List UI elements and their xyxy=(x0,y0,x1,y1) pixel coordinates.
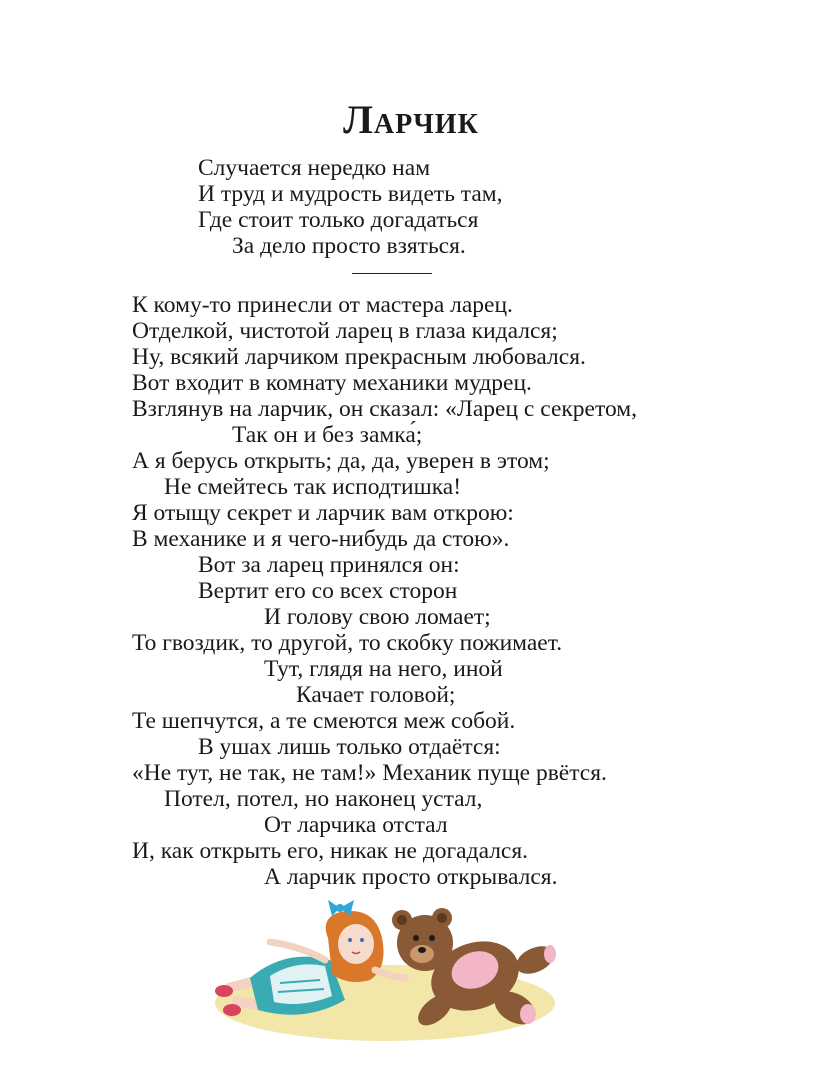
poem-line: От ларчика отстал xyxy=(264,812,448,838)
doll-and-teddy-bear-illustration xyxy=(210,898,560,1048)
poem-line: И, как открыть его, никак не догадался. xyxy=(132,838,529,864)
epigraph-line: Случается нередко нам xyxy=(198,155,431,181)
poem-line: А ларчик просто открывался. xyxy=(264,864,558,890)
poem-line: Вертит его со всех сторон xyxy=(198,578,458,604)
poem-line: Отделкой, чистотой ларец в глаза кидался; xyxy=(132,318,558,344)
poem-line: Ну, всякий ларчиком прекрасным любовался. xyxy=(132,344,586,370)
poem-line: Те шепчутся, а те смеются меж собой. xyxy=(132,708,516,734)
poem-line: А я берусь открыть; да, да, уверен в этом; xyxy=(132,448,550,474)
poem-line: Потел, потел, но наконец устал, xyxy=(164,786,483,812)
poem-line: Я отыщу секрет и ларчик вам открою: xyxy=(132,500,514,526)
poem-line: Так он и без замка́; xyxy=(232,422,423,448)
poem-line: И голову свою ломает; xyxy=(264,604,491,630)
poem-line: Не смейтесь так исподтишка! xyxy=(164,474,462,500)
epigraph-line: И труд и мудрость видеть там, xyxy=(198,181,503,207)
poem-line: «Не тут, не так, не там!» Механик пуще рвётся. xyxy=(132,760,607,786)
poem-title: Ларчик xyxy=(343,97,479,142)
poem-line: В механике и я чего-нибудь да стою». xyxy=(132,526,510,552)
epigraph-line: Где стоит только догадаться xyxy=(198,207,479,233)
poem-line: То гвоздик, то другой, то скобку пожимает. xyxy=(132,630,563,656)
poem-line: В ушах лишь только отдаётся: xyxy=(198,734,501,760)
epigraph-line: За дело просто взяться. xyxy=(232,233,466,259)
poem-line: Взглянув на ларчик, он сказал: «Ларец с секретом, xyxy=(132,396,637,422)
poem-line: Вот за ларец принялся он: xyxy=(198,552,460,578)
poem-line: К кому-то принесли от мастера ларец. xyxy=(132,292,513,318)
section-divider xyxy=(352,273,432,274)
poem-line: Тут, глядя на него, иной xyxy=(264,656,503,682)
poem-line: Вот входит в комнату механики мудрец. xyxy=(132,370,532,396)
poem-line: Качает головой; xyxy=(296,682,456,708)
